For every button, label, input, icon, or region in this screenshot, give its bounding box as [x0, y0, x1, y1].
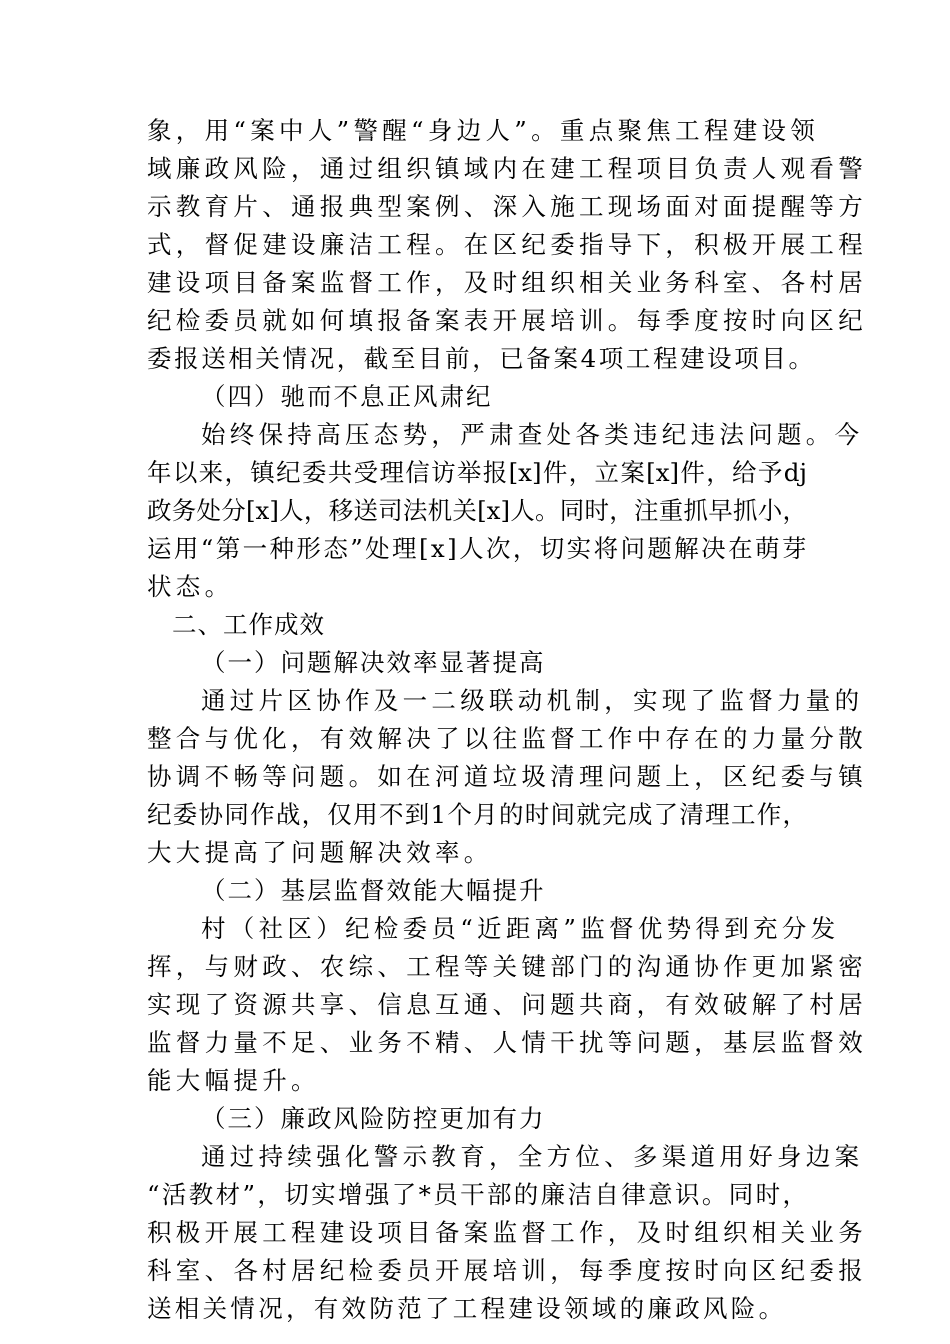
paragraph-line: 科室、各村居纪检委员开展培训，每季度按时向区纪委报: [147, 1256, 867, 1285]
paragraph-line: 通过持续强化警示教育，全方位、多渠道用好身边案: [201, 1142, 864, 1171]
paragraph-line: 委报送相关情况，截至目前，已备案4项工程建设项目。: [147, 344, 816, 373]
paragraph-line: 积极开展工程建设项目备案监督工作，及时组织相关业务: [147, 1218, 867, 1247]
paragraph-line: “活教材”，切实增强了*员干部的廉洁自律意识。同时，: [147, 1180, 807, 1209]
paragraph-line: 象，用“案中人”警醒“身边人”。重点聚焦工程建设领: [147, 116, 820, 145]
paragraph-line: 能大幅提升。: [147, 1066, 320, 1095]
document-body: [147, 112, 867, 1328]
paragraph-line: 协调不畅等问题。如在河道垃圾清理问题上，区纪委与镇: [147, 762, 867, 791]
paragraph-line: 状态。: [147, 572, 234, 601]
paragraph-line: 监督力量不足、业务不精、人情干扰等问题，基层监督效: [147, 1028, 867, 1057]
paragraph-line: 纪检委员就如何填报备案表开展培训。每季度按时向区纪: [147, 306, 867, 335]
paragraph-line: 运用“第一种形态”处理[x]人次，切实将问题解决在萌芽: [147, 534, 809, 563]
paragraph-line: 式，督促建设廉洁工程。在区纪委指导下，积极开展工程: [147, 230, 867, 259]
section-heading-4: （四）驰而不息正风肃纪: [201, 382, 493, 411]
paragraph-line: 大大提高了问题解决效率。: [147, 838, 493, 867]
paragraph-line: 纪委协同作战，仅用不到1个月的时间就完成了清理工作，: [147, 800, 807, 829]
paragraph-line: 域廉政风险，通过组织镇域内在建工程项目负责人观看警: [147, 154, 867, 183]
paragraph-line: 示教育片、通报典型案例、深入施工现场面对面提醒等方: [147, 192, 867, 221]
paragraph-line: 送相关情况，有效防范了工程建设领域的廉政风险。: [147, 1294, 787, 1323]
paragraph-line: 政务处分[x]人，移送司法机关[x]人。同时，注重抓早抓小，: [147, 496, 807, 525]
paragraph-line: 年以来，镇纪委共受理信访举报[x]件，立案[x]件，给予dj: [147, 458, 807, 487]
section-heading-1: （一）问题解决效率显著提高: [201, 648, 546, 677]
section-heading-3: （三）廉政风险防控更加有力: [201, 1104, 546, 1133]
paragraph-line: 整合与优化，有效解决了以往监督工作中存在的力量分散: [147, 724, 867, 753]
paragraph-line: 挥，与财政、农综、工程等关键部门的沟通协作更加紧密: [147, 952, 867, 981]
section-heading-2: （二）基层监督效能大幅提升: [201, 876, 546, 905]
chapter-heading: 二、工作成效: [172, 610, 325, 639]
paragraph-line: 始终保持高压态势，严肃查处各类违纪违法问题。今: [201, 420, 864, 449]
paragraph-line: 实现了资源共享、信息互通、问题共商，有效破解了村居: [147, 990, 867, 1019]
paragraph-line: 村（社区）纪检委员“近距离”监督优势得到充分发: [201, 914, 840, 943]
paragraph-line: 建设项目备案监督工作，及时组织相关业务科室、各村居: [147, 268, 867, 297]
paragraph-line: 通过片区协作及一二级联动机制，实现了监督力量的: [201, 686, 864, 715]
